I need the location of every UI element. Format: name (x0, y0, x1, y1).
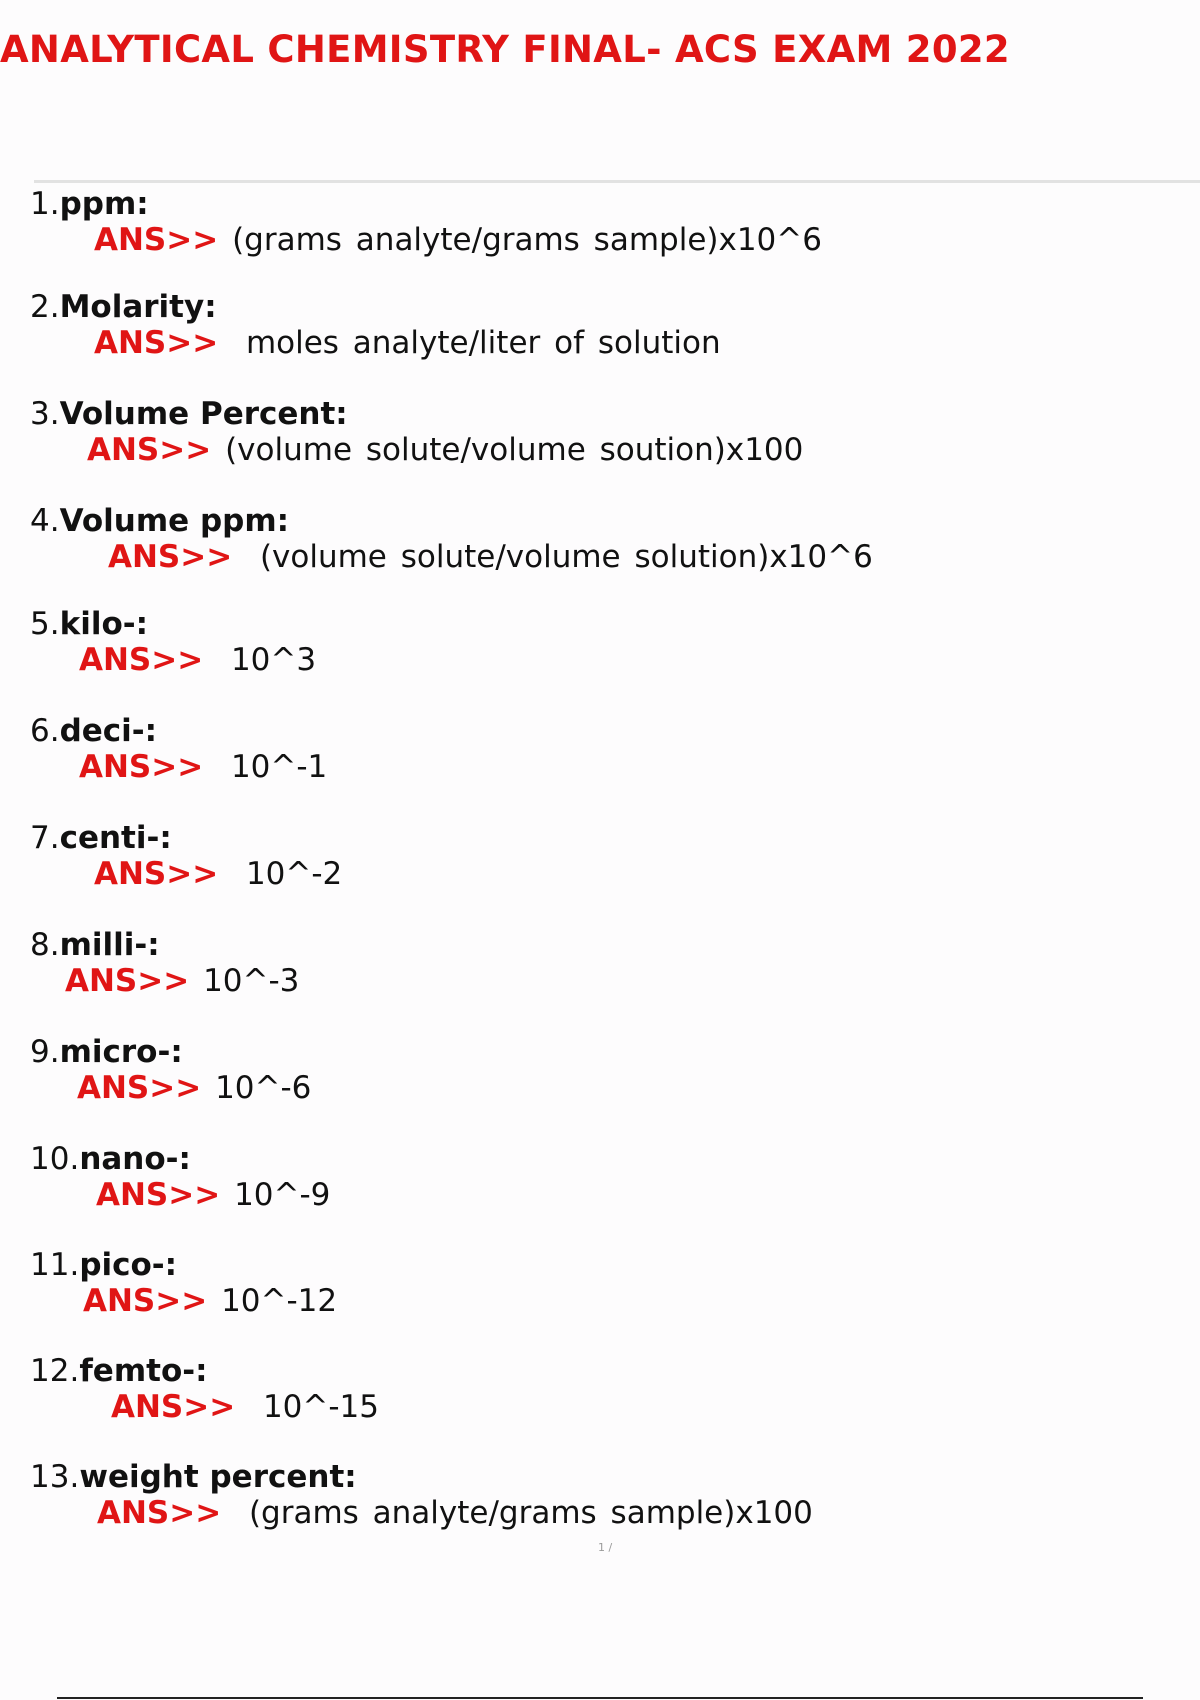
question-term: Molarity: (59, 289, 217, 325)
question-line (30, 1459, 357, 1495)
question-line (30, 289, 217, 325)
answer-line (83, 1283, 337, 1319)
answer-prefix: ANS>> (94, 325, 219, 361)
answer-line (94, 222, 822, 258)
question-number: 2. (30, 289, 60, 325)
question-line (30, 1034, 183, 1070)
answer-prefix: ANS>> (87, 432, 212, 468)
question-term: Volume Percent: (59, 396, 348, 432)
question-line (30, 820, 172, 856)
answer-text: 10^-9 (234, 1177, 331, 1213)
bottom-divider (57, 1697, 1143, 1699)
question-line (30, 503, 289, 539)
answer-line (79, 642, 316, 678)
question-term: Volume ppm: (59, 503, 290, 539)
answer-text: 10^-15 (262, 1389, 379, 1425)
answer-line (79, 749, 327, 785)
question-number: 4. (30, 503, 60, 539)
question-line (30, 927, 160, 963)
question-term: nano-: (79, 1141, 191, 1177)
answer-prefix: ANS>> (94, 222, 219, 258)
answer-prefix: ANS>> (83, 1283, 208, 1319)
question-term: weight percent: (79, 1459, 357, 1495)
question-number: 3. (30, 396, 60, 432)
answer-text: (volume solute/volume solution)x10^6 (259, 539, 873, 575)
question-term: deci-: (59, 713, 158, 749)
answer-line (111, 1389, 379, 1425)
answer-text: moles analyte/liter of solution (245, 325, 721, 361)
answer-text: 10^-2 (245, 856, 343, 892)
answer-prefix: ANS>> (79, 642, 204, 678)
answer-text: 10^-6 (215, 1070, 312, 1106)
question-number: 7. (30, 820, 60, 856)
answer-line (87, 432, 803, 468)
answer-prefix: ANS>> (77, 1070, 202, 1106)
question-line (30, 186, 149, 222)
question-number: 12. (30, 1353, 80, 1389)
question-term: micro-: (59, 1034, 183, 1070)
question-number: 10. (30, 1141, 80, 1177)
answer-text: 10^-3 (203, 963, 300, 999)
question-line (30, 1353, 208, 1389)
answer-line (96, 1177, 330, 1213)
page-marker: 1 / (598, 1541, 613, 1554)
question-line (30, 606, 148, 642)
answer-line (94, 325, 721, 361)
document-title: ANALYTICAL CHEMISTRY FINAL- ACS EXAM 2022 (0, 28, 1010, 71)
answer-text: (grams analyte/grams sample)x100 (248, 1495, 813, 1531)
question-term: centi-: (59, 820, 172, 856)
answer-prefix: ANS>> (108, 539, 233, 575)
answer-prefix: ANS>> (94, 856, 219, 892)
question-number: 11. (30, 1247, 80, 1283)
answer-prefix: ANS>> (111, 1389, 236, 1425)
question-number: 13. (30, 1459, 80, 1495)
answer-text: 10^3 (230, 642, 317, 678)
question-number: 1. (30, 186, 60, 222)
question-term: milli-: (59, 927, 160, 963)
answer-text: 10^-12 (221, 1283, 338, 1319)
answer-text: 10^-1 (230, 749, 328, 785)
answer-prefix: ANS>> (97, 1495, 222, 1531)
question-line (30, 396, 348, 432)
answer-text: (volume solute/volume soution)x100 (225, 432, 804, 468)
question-line (30, 1247, 177, 1283)
question-line (30, 713, 157, 749)
answer-line (65, 963, 299, 999)
question-number: 5. (30, 606, 60, 642)
answer-prefix: ANS>> (65, 963, 190, 999)
question-term: pico-: (79, 1247, 178, 1283)
answer-text: (grams analyte/grams sample)x10^6 (232, 222, 822, 258)
question-number: 8. (30, 927, 60, 963)
answer-line (94, 856, 342, 892)
answer-line (77, 1070, 311, 1106)
question-term: femto-: (79, 1353, 208, 1389)
answer-line (108, 539, 873, 575)
question-line (30, 1141, 191, 1177)
question-number: 6. (30, 713, 60, 749)
answer-line (97, 1495, 813, 1531)
question-term: ppm: (59, 186, 149, 222)
question-number: 9. (30, 1034, 60, 1070)
answer-prefix: ANS>> (96, 1177, 221, 1213)
question-term: kilo-: (59, 606, 149, 642)
answer-prefix: ANS>> (79, 749, 204, 785)
